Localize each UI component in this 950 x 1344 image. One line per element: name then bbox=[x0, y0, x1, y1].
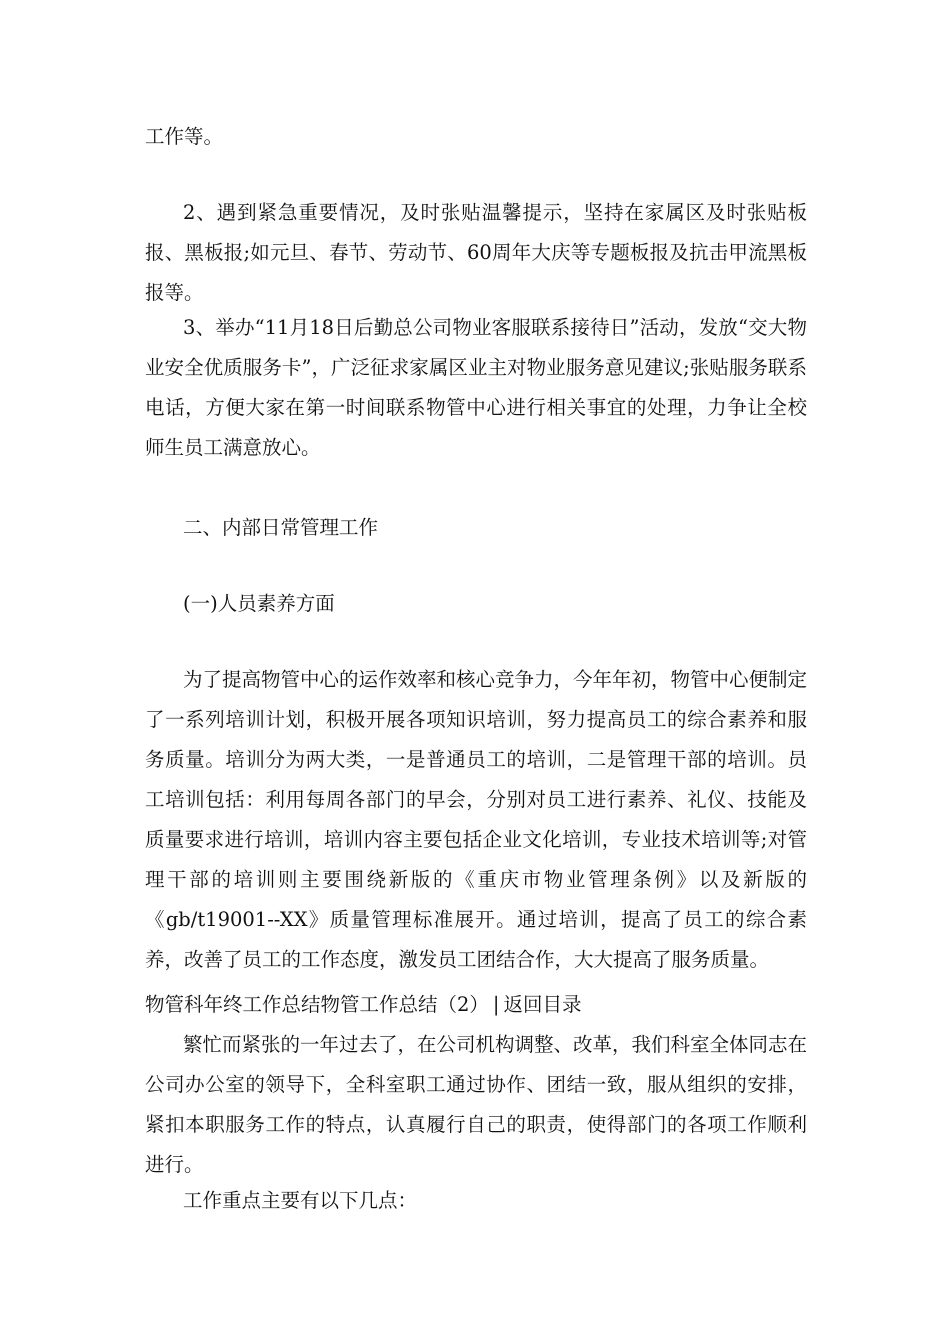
subsection-heading: (一)人员素养方面 bbox=[183, 592, 335, 615]
separator: | bbox=[492, 993, 500, 1016]
paragraph-item-3: 3、举办“11月18日后勤总公司物业客服联系接待日”活动，发放“交大物业安全优质服务卡”，广泛征求家属区业主对物业服务意见建议;张贴服务联系电话，方便大家在第一时间联系物管中心进行相关事宜的处理，力争让全校师生员工满意放心。 bbox=[145, 316, 807, 459]
return-to-contents-link[interactable]: 返回目录 bbox=[503, 993, 582, 1016]
section-title: 物管科年终工作总结物管工作总结（2） bbox=[145, 993, 489, 1016]
paragraph-intro: 繁忙而紧张的一年过去了，在公司机构调整、改革，我们科室全体同志在公司办公室的领导下，全科室职工通过协作、团结一致，服从组织的安排，紧扣本职服务工作的特点，认真履行自己的职责，使得部门的各项工作顺利进行。 bbox=[145, 1033, 808, 1176]
paragraph-tail: 工作等。 bbox=[145, 125, 224, 148]
section-heading: 二、内部日常管理工作 bbox=[183, 516, 379, 539]
section-title-line bbox=[145, 985, 582, 1025]
paragraph-training: 为了提高物管中心的运作效率和核心竞争力，今年年初，物管中心便制定了一系列培训计划，积极开展各项知识培训，努力提高员工的综合素养和服务质量。培训分为两大类，一是普通员工的培训，二是管理干部的培训。员工培训包括：利用每周各部门的早会，分别对员工进行素养、礼仪、技能及质量要求进行培训，培训内容主要包括企业文化培训，专业技术培训等;对管理干部的培训则主要围绕新版的《重庆市物业管理条例》以及新版的《gb/t19001--XX》质量管理标准展开。通过培训，提高了员工的综合素养，改善了员工的工作态度，激发员工团结合作，大大提高了服务质量。 bbox=[145, 668, 808, 971]
paragraph-key-points: 工作重点主要有以下几点： bbox=[183, 1189, 418, 1212]
paragraph-item-2: 2、遇到紧急重要情况，及时张贴温馨提示，坚持在家属区及时张贴板报、黑板报;如元旦、春节、劳动节、60周年大庆等专题板报及抗击甲流黑板报等。 bbox=[145, 201, 807, 304]
